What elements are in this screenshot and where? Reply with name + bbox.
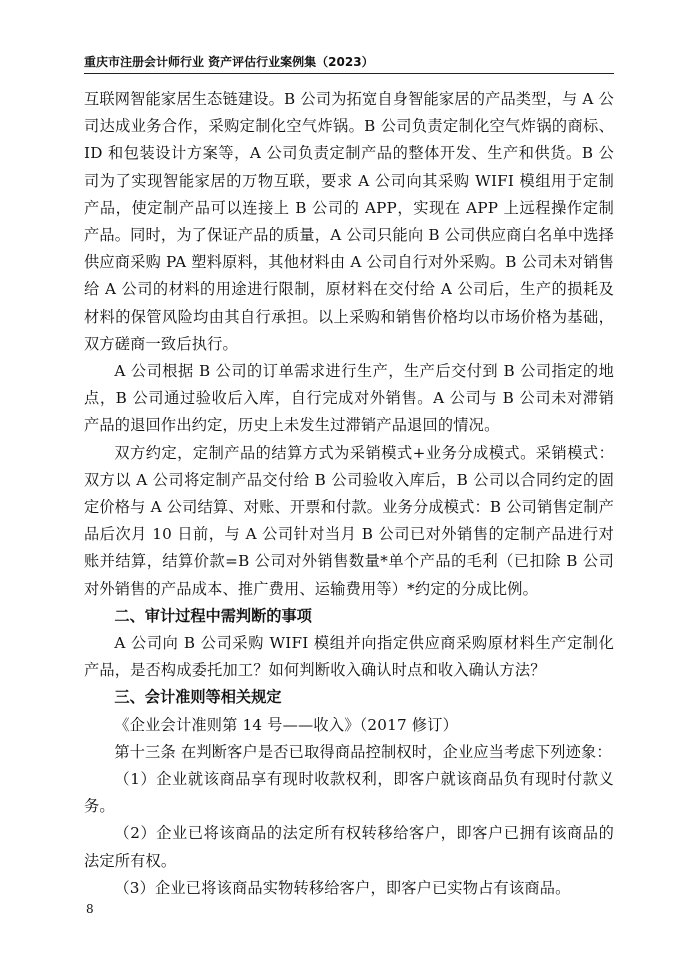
paragraph-item-1: （1）企业就该商品享有现时收款权利，即客户就该商品负有现时付款义务。: [84, 770, 614, 816]
section-heading-standards: 三、会计准则等相关规定: [114, 688, 282, 707]
paragraph-item-3: （3）企业已将该商品实物转移给客户，即客户已实物占有该商品。: [114, 878, 571, 897]
paragraph-question: A 公司向 B 公司采购 WIFI 模组并向指定供应商采购原材料生产定制化产品，是否构成委托加工？如何判断收入确认时点和收入确认方法？: [84, 634, 614, 680]
paragraph-standard-title: 《企业会计准则第 14 号——收入》（2017 修订）: [114, 715, 459, 734]
paragraph-production: A 公司根据 B 公司的订单需求进行生产，生产后交付到 B 公司指定的地点，B 公司通过验收后入库，自行完成对外销售。A 公司与 B 公司未对滞销产品的退回作出约定，历史上未发生过滞销产品退回的情况。: [84, 362, 614, 435]
document-body: [84, 86, 614, 902]
section-heading-judgment: 二、审计过程中需判断的事项: [114, 606, 312, 625]
running-header: 重庆市注册会计师行业 资产评估行业案例集（2023）: [84, 54, 614, 74]
page-number: 8: [86, 902, 94, 916]
paragraph-item-2: （2）企业已将该商品的法定所有权转移给客户，即客户已拥有该商品的法定所有权。: [84, 824, 614, 870]
paragraph-article-13: 第十三条 在判断客户是否已取得商品控制权时，企业应当考虑下列迹象：: [114, 742, 612, 761]
paragraph-settlement: 双方约定，定制产品的结算方式为采销模式+业务分成模式。采销模式：双方以 A 公司将定制产品交付给 B 公司验收入库后，B 公司以合同约定的固定价格与 A 公司结算、对账、开票和付款。业务分成模式：B 公司销售定制产品后次月 10 日前，与 A 公司针对当月 B 公司已对外销售的定制产品进行对账并结算，结算价款=B 公司对外销售数量*单个产品的毛利（已扣除 B 公司对外销售的产品成本、推广费用、运输费用等）*约定的分成比例。: [84, 443, 615, 598]
paragraph-background: 互联网智能家居生态链建设。B 公司为拓宽自身智能家居的产品类型，与 A 公司达成业务合作，采购定制化空气炸锅。B 公司负责定制化空气炸锅的商标、ID 和包装设计方案等，A 公司负责定制产品的整体开发、生产和供货。B 公司为了实现智能家居的万物互联，要求 A 公司向其采购 WIFI 模组用于定制产品，使定制产品可以连接上 B 公司的 APP，实现在 APP 上远程操作定制产品。同时，为了保证产品的质量，A 公司只能向 B 公司供应商白名单中选择供应商采购 PA 塑料原料，其他材料由 A 公司自行对外采购。B 公司未对销售给 A 公司的材料的用途进行限制，原材料在交付给 A 公司后，生产的损耗及材料的保管风险均由其自行承担。以上采购和销售价格均以市场价格为基础，双方磋商一致后执行。: [84, 90, 615, 353]
